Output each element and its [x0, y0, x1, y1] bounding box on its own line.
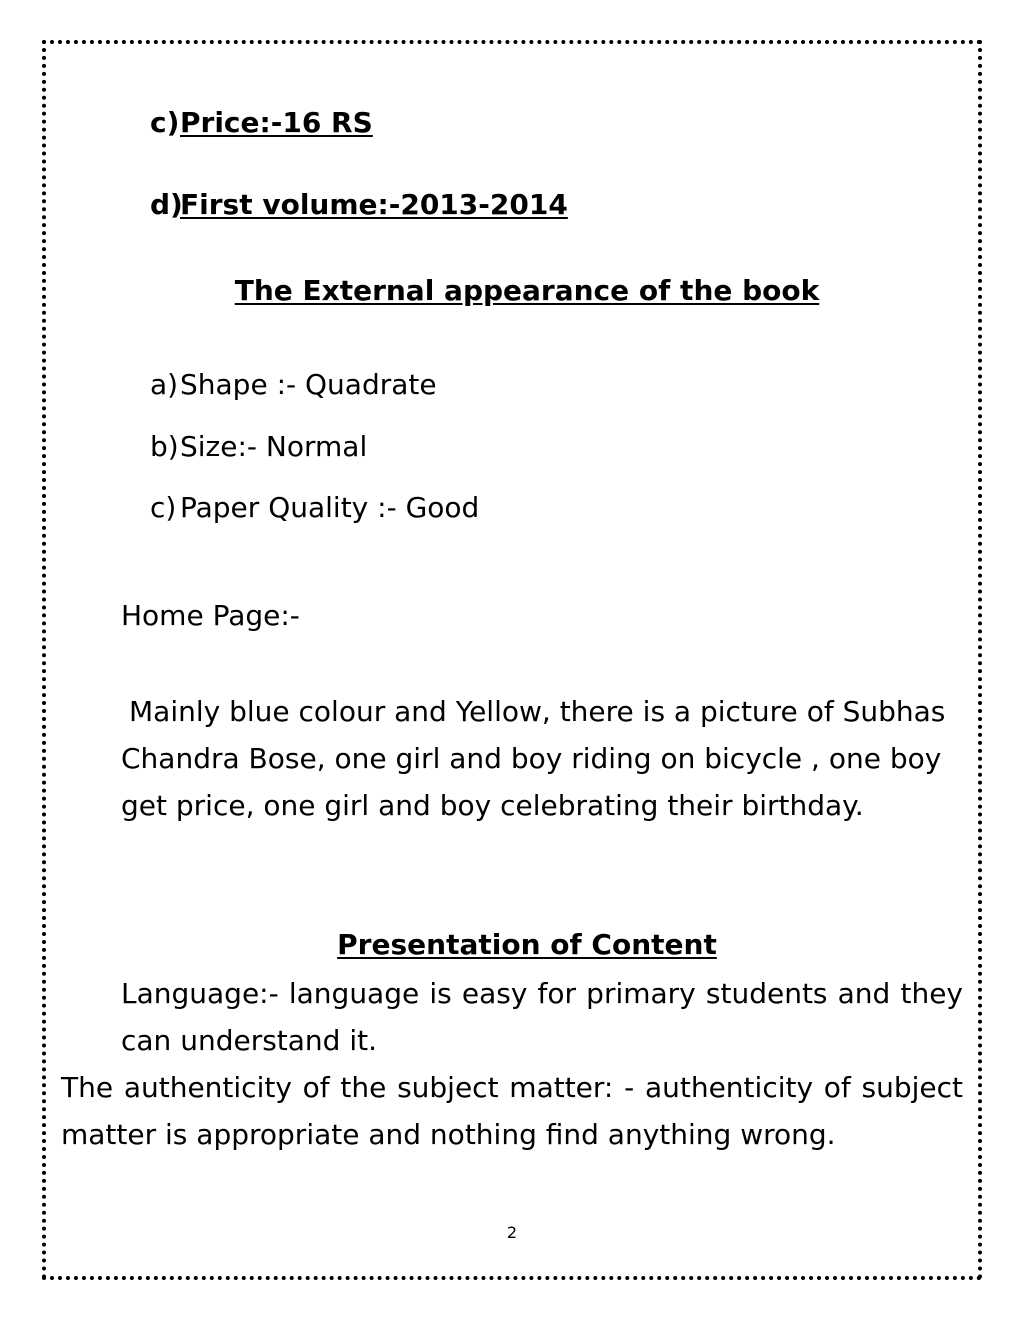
- external-appearance-heading: The External appearance of the book: [234, 274, 820, 307]
- detail-text: Price:-16 RS: [180, 106, 373, 139]
- detail-marker: d): [150, 188, 183, 221]
- presentation-heading: Presentation of Content: [337, 928, 717, 961]
- external-item-size: [150, 430, 367, 464]
- item-marker: b): [150, 430, 179, 463]
- item-marker: a): [150, 368, 179, 401]
- item-text: Size:- Normal: [180, 430, 368, 463]
- page-number: 2: [506, 1223, 518, 1242]
- home-page-description: Mainly blue colour and Yellow, there is a picture of Subhas Chandra Bose, one girl and boy riding on bicycle , one boy get price, one girl and boy celebrating their birthday.: [121, 695, 946, 822]
- authenticity-paragraph: The authenticity of the subject matter: - authenticity of subject matter is appropriate and nothing find anything wrong.: [61, 1071, 963, 1151]
- detail-marker: c): [150, 106, 180, 139]
- detail-item-price: [150, 106, 373, 140]
- external-item-paper-quality: [150, 491, 479, 525]
- language-paragraph: Language:- language is easy for primary students and they can understand it.: [121, 977, 963, 1057]
- item-text: Shape :- Quadrate: [180, 368, 437, 401]
- home-page-label: Home Page:-: [121, 599, 300, 632]
- detail-item-first-volume: [150, 188, 568, 222]
- external-item-shape: [150, 368, 437, 402]
- detail-text: First volume:-2013-2014: [180, 188, 568, 221]
- item-text: Paper Quality :- Good: [180, 491, 480, 524]
- item-marker: c): [150, 491, 177, 524]
